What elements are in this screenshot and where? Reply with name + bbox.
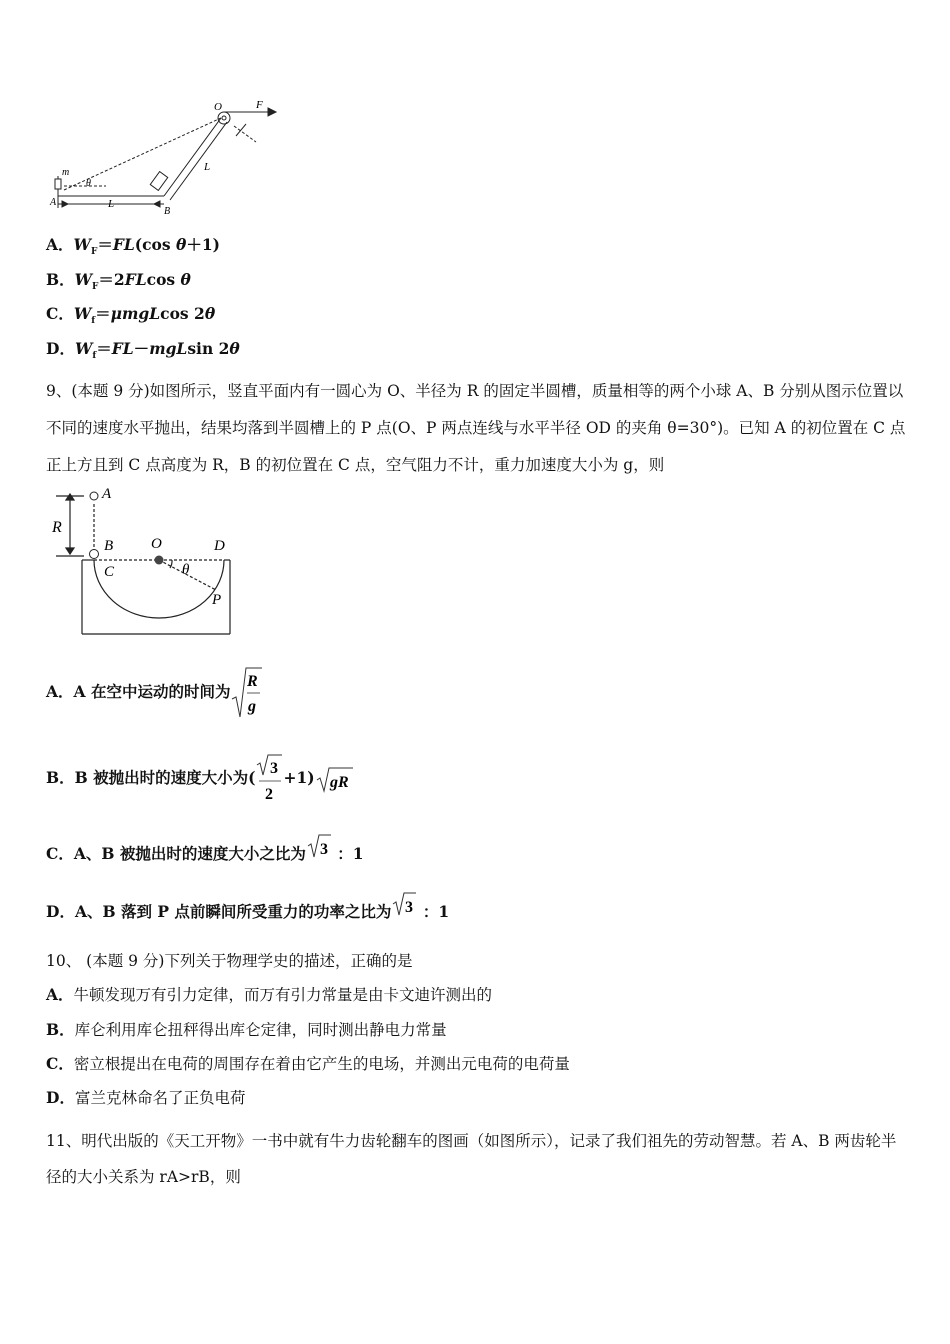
label-theta: θ: [86, 178, 91, 189]
svg-text:3: 3: [405, 899, 414, 916]
label-theta: θ: [182, 562, 190, 578]
label-B: B: [104, 538, 114, 554]
label-O: O: [151, 536, 162, 552]
q10-option-d[interactable]: D．富兰克林命名了正负电荷: [46, 1088, 246, 1107]
label-C: C: [104, 564, 115, 580]
figure-semicircle-groove: [46, 482, 246, 640]
label-F: F: [256, 99, 263, 111]
q9-stem: 9、(本题 9 分)如图所示，竖直平面内有一圆心为 O、半径为 R 的固定半圆槽，质量相等的两个小球 A、B 分别从图示位置以不同的速度水平抛出，结果均落到半圆槽上的 P 点(O、P 两点连线与水平半径 OD 的夹角 θ=30°)。已知 A 的初位置在 C 点正上方且到 C 点高度为 R，B 的初位置在 C 点，空气阻力不计，重力加速度大小为 g，则: [46, 382, 906, 474]
svg-text:3: 3: [319, 841, 328, 858]
q8-option-a[interactable]: A．$W_F=FL(\cos$ θ＋1): [46, 235, 220, 258]
q10-option-a[interactable]: A．牛顿发现万有引力定律，而万有引力常量是由卡文迪许测出的: [46, 985, 493, 1004]
sqrt-gR: [315, 764, 355, 794]
q9-option-c[interactable]: C．A、B 被抛出时的速度大小之比为 3 ：1: [46, 832, 364, 862]
label-A: A: [102, 486, 112, 502]
frac-sqrt3-over-2: [255, 751, 283, 807]
q10-stem: 10、 (本题 9 分)下列关于物理学史的描述，正确的是: [46, 952, 413, 970]
svg-text:gR: gR: [329, 774, 349, 791]
q11-stem: 11、明代出版的《天工开物》一书中就有牛力齿轮翻车的图画（如图所示），记录了我们祖先的劳动智慧。若 A、B 两齿轮半径的大小关系为 rA>rB，则: [46, 1132, 897, 1186]
q9-option-d[interactable]: D．A、B 落到 P 点前瞬间所受重力的功率之比为 3 ：1: [46, 890, 449, 920]
q8-option-b[interactable]: B．$W_F=2FLcos$ θ: [46, 270, 191, 293]
label-B: B: [164, 206, 171, 217]
sqrt-3: [391, 890, 417, 918]
sqrt-3: [306, 832, 332, 860]
sqrt-r-over-g: [230, 665, 262, 721]
label-P: P: [212, 592, 222, 608]
label-m: m: [62, 167, 70, 178]
svg-text:3: 3: [270, 760, 279, 777]
label-D: D: [214, 538, 225, 554]
label-L-bottom: L: [108, 198, 115, 210]
label-A: A: [50, 197, 57, 208]
figure-pulley-rod: [46, 96, 286, 220]
q8-option-d[interactable]: D．$W_f=FL-mgLsin$ 2θ: [46, 339, 240, 362]
q10-option-c[interactable]: C．密立根提出在电荷的周围存在着由它产生的电场，并测出元电荷的电荷量: [46, 1054, 570, 1073]
q10-option-b[interactable]: B．库仑利用库仑扭秤得出库仑定律，同时测出静电力常量: [46, 1020, 447, 1039]
q9-option-b[interactable]: B．B 被抛出时的速度大小为( 3 2 +1) gR: [46, 748, 355, 808]
svg-text:R: R: [247, 673, 259, 690]
q8-option-c[interactable]: C．$W_f=\mu mgLcos$ 2θ: [46, 304, 216, 327]
svg-text:g: g: [248, 698, 257, 715]
label-O: O: [214, 101, 222, 113]
label-R: R: [52, 519, 62, 536]
label-L-side: L: [204, 161, 211, 173]
svg-text:2: 2: [265, 786, 274, 803]
q9-option-a[interactable]: A．A 在空中运动的时间为 R g: [46, 664, 262, 720]
